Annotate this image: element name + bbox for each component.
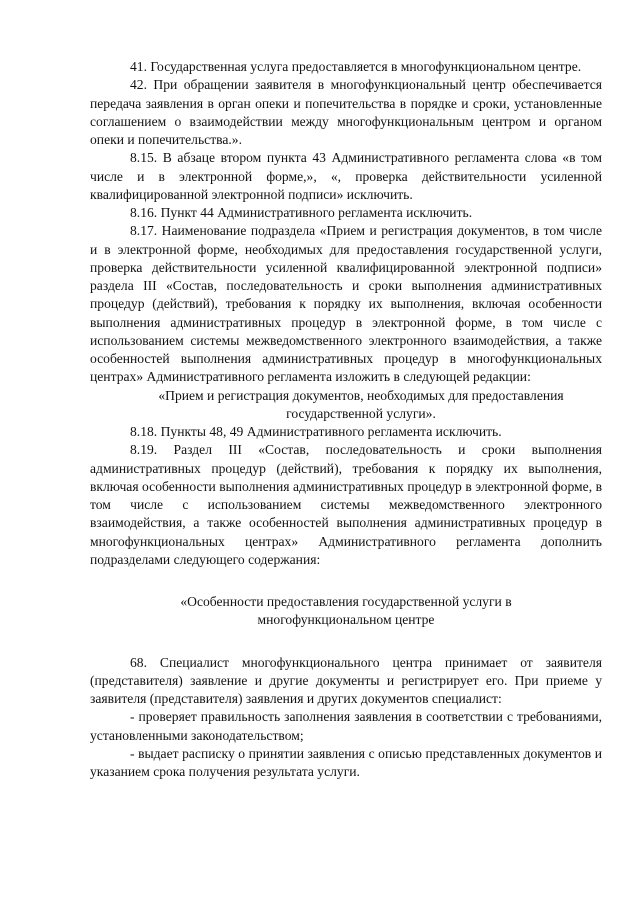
paragraph-8-18: 8.18. Пункты 48, 49 Административного регламента исключить.: [130, 424, 502, 439]
paragraph-41: 41. Государственная услуга предоставляется в многофункциональном центре.: [130, 59, 582, 74]
paragraph-42: 42. При обращении заявителя в многофункциональный центр обеспечивается передача заявления в орган опеки и попечительства в порядке и сроки, установленные соглашением о взаимодействии между многофункциональным центром и органом опеки и попечительства.».: [90, 77, 602, 147]
paragraph-68: 68. Специалист многофункционального центра принимает от заявителя (представителя) заявление и другие документы и регистрирует его. При приеме у заявителя (представителя) заявления и других документов специалист:: [90, 654, 602, 706]
section-heading: «Особенности предоставления государственной услуги в многофункциональном центре: [180, 594, 512, 628]
paragraph-8-19: 8.19. Раздел III «Состав, последовательность и сроки выполнения административных процедур (действий), требования к порядку их выполнения, включая особенности выполнения административных процедур в электронной форме, в том числе с использованием системы межведомственного электронного взаимодействия, а также особенностей выполнения административных процедур в многофункциональных центрах» Административного регламента дополнить подразделами следующего содержания:: [90, 442, 602, 567]
list-item-check: - проверяет правильность заполнения заявления в соответствии с требованиями, установленными законодательством;: [90, 709, 602, 743]
document-page: [90, 58, 602, 781]
paragraph-8-16: 8.16. Пункт 44 Административного регламента исключить.: [130, 205, 473, 220]
paragraph-8-17: 8.17. Наименование подраздела «Прием и регистрация документов, в том числе и в электронной форме, необходимых для предоставления государственной услуги, проверка действительности усиленной квалифицированной электронной подписи» раздела III «Состав, последовательность и сроки выполнения административных процедур (действий), требования к порядку их выполнения, включая особенности выполнения административных процедур в электронной форме, в том числе с использованием системы межведомственного электронного взаимодействия, а также особенностей выполнения административных процедур в многофункциональных центрах» Административного регламента изложить в следующей редакции:: [90, 223, 602, 385]
paragraph-8-15: 8.15. В абзаце втором пункта 43 Административного регламента слова «в том числе и в электронной форме,», «, проверка действительности усиленной квалифицированной электронной подписи» исключить.: [90, 150, 602, 202]
list-item-receipt: - выдает расписку о принятии заявления с описью представленных документов и указанием срока получения результата услуги.: [90, 745, 602, 779]
quoted-subsection-title: «Прием и регистрация документов, необходимых для предоставления государственной услуги».: [158, 387, 564, 421]
